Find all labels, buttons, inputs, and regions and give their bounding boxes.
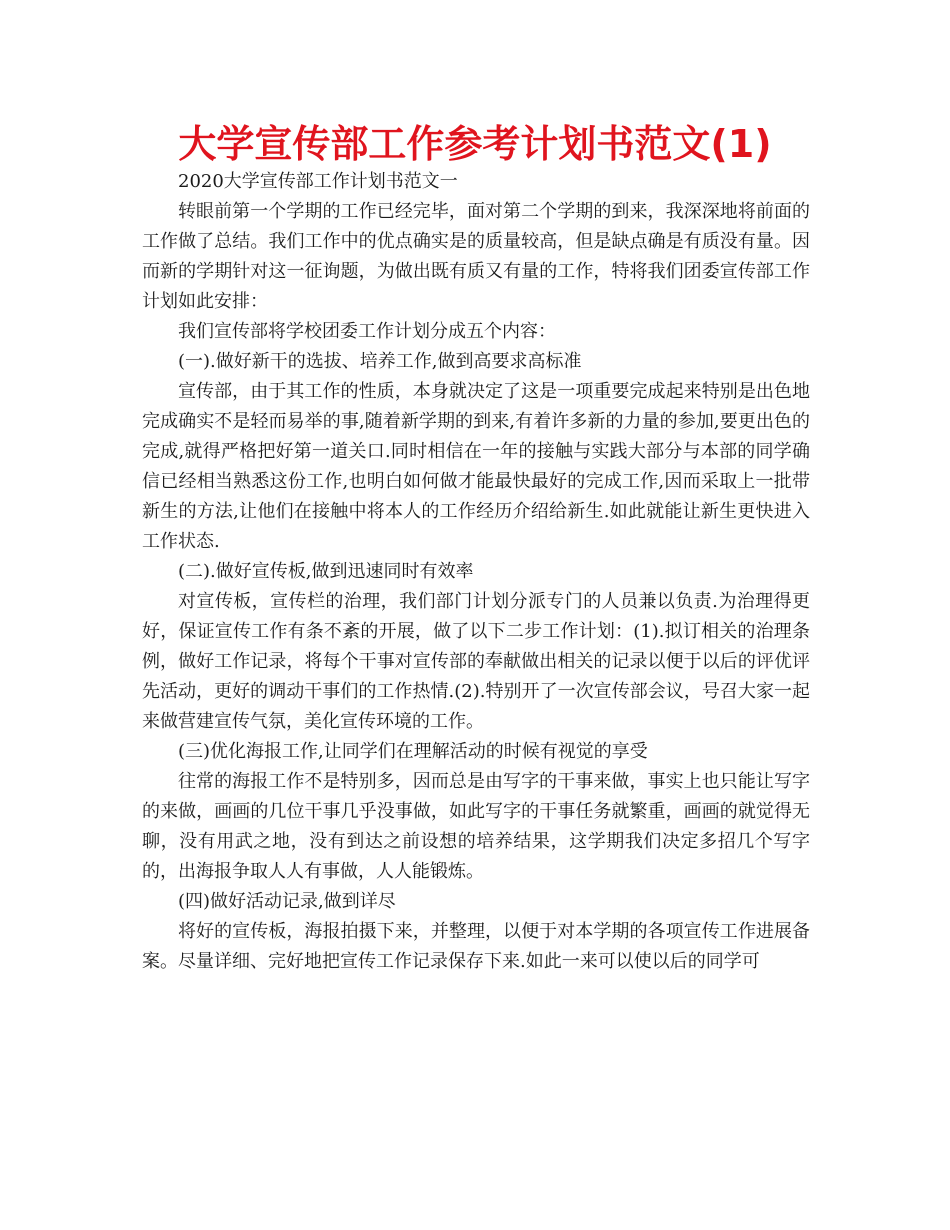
- section-heading-4: (四)做好活动记录,做到详尽: [178, 891, 396, 912]
- document-title: 大学宣传部工作参考计划书范文(1): [178, 122, 772, 166]
- document-body: [142, 167, 810, 977]
- document-subtitle: 2020大学宣传部工作计划书范文一: [178, 171, 458, 192]
- section-heading-2: (二).做好宣传板,做到迅速同时有效率: [178, 561, 474, 582]
- paragraph-section-2: 对宣传板，宣传栏的治理，我们部门计划分派专门的人员兼以负责.为治理得更好，保证宣传工作有条不紊的开展，做了以下二步工作计划：(1).拟订相关的治理条例，做好工作记录，将每个干事对宣传部的奉献做出相关的记录以便于以后的评优评先活动，更好的调动干事们的工作热情.(2).特别开了一次宣传部会议，号召大家一起来做营建宣传气氛，美化宣传环境的工作。: [142, 591, 810, 732]
- paragraph-section-3: 往常的海报工作不是特别多，因而总是由写字的干事来做，事实上也只能让写字的来做，画画的几位干事几乎没事做，如此写字的干事任务就繁重，画画的就觉得无聊，没有用武之地，没有到达之前设想的培养结果，这学期我们决定多招几个写字的，出海报争取人人有事做，人人能锻炼。: [142, 771, 810, 882]
- paragraph-section-1: 宣传部，由于其工作的性质，本身就决定了这是一项重要完成起来特别是出色地完成确实不是轻而易举的事,随着新学期的到来,有着许多新的力量的参加,要更出色的完成,就得严格把好第一道关口.同时相信在一年的接触与实践大部分与本部的同学确信已经相当熟悉这份工作,也明白如何做才能最快最好的完成工作,因而采取上一批带新生的方法,让他们在接触中将本人的工作经历介绍给新生.如此就能让新生更快进入工作状态.: [142, 381, 810, 552]
- section-heading-1: (一).做好新干的选拔、培养工作,做到高要求高标准: [178, 351, 582, 372]
- paragraph-section-4: 将好的宣传板，海报拍摄下来，并整理，以便于对本学期的各项宣传工作进展备案。尽量详细、完好地把宣传工作记录保存下来.如此一来可以使以后的同学可: [142, 921, 810, 972]
- paragraph-overview: 我们宣传部将学校团委工作计划分成五个内容：: [178, 321, 556, 342]
- paragraph-intro: 转眼前第一个学期的工作已经完毕，面对第二个学期的到来，我深深地将前面的工作做了总结。我们工作中的优点确实是的质量较高，但是缺点确是有质没有量。因而新的学期针对这一征询题，为做出既有质又有量的工作，特将我们团委宣传部工作计划如此安排：: [142, 201, 810, 312]
- section-heading-3: (三)优化海报工作,让同学们在理解活动的时候有视觉的享受: [178, 741, 648, 762]
